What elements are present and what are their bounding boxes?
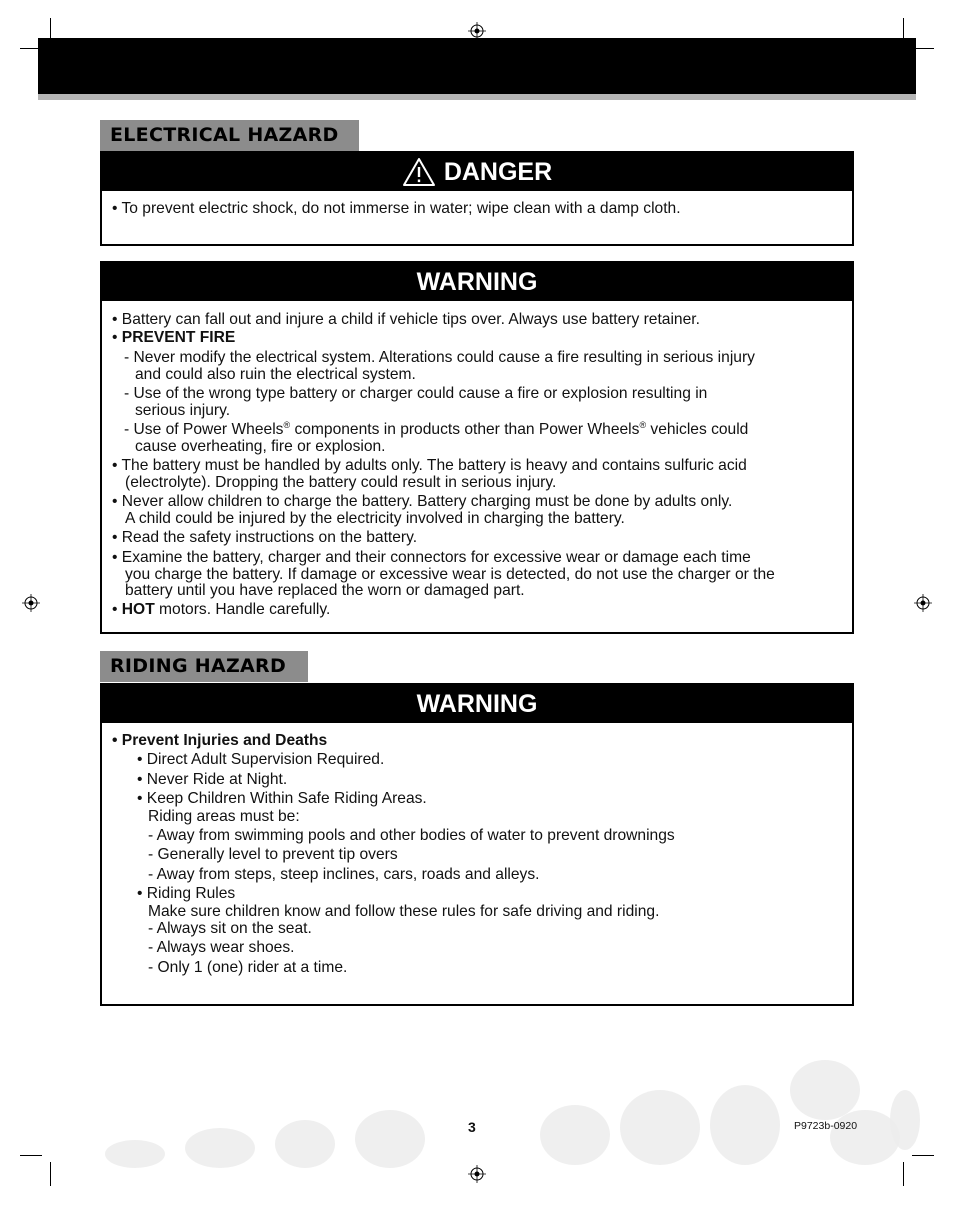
list-item: • The battery must be handled by adults only. The battery is heavy and contains sulfuric acid — [112, 457, 747, 474]
list-item: battery until you have replaced the worn or damaged part. — [125, 582, 525, 599]
registration-mark-icon — [22, 594, 40, 612]
list-item: and could also ruin the electrical system. — [135, 366, 416, 383]
electrical-warning-header — [102, 263, 852, 301]
list-item: • Never allow children to charge the battery. Battery charging must be done by adults only. — [112, 493, 733, 510]
warning-title: WARNING — [416, 268, 538, 296]
list-item: • PREVENT FIRE — [112, 329, 236, 346]
header-bar-shadow — [38, 94, 916, 100]
list-item: • Direct Adult Supervision Required. — [137, 751, 385, 769]
list-item: (electrolyte). Dropping the battery could result in serious injury. — [125, 474, 557, 491]
crop-mark — [50, 1162, 51, 1186]
list-item: - Away from swimming pools and other bodies of water to prevent drownings — [148, 827, 675, 845]
list-item: - Always wear shoes. — [148, 939, 295, 957]
electrical-hazard-tab: ELECTRICAL HAZARD — [100, 120, 359, 151]
danger-header — [102, 153, 852, 191]
crop-mark — [20, 1155, 42, 1156]
danger-title: DANGER — [443, 158, 553, 186]
warning-triangle-icon — [402, 157, 436, 187]
riding-hazard-tab: RIDING HAZARD — [100, 651, 308, 682]
list-item: • Read the safety instructions on the battery. — [112, 529, 418, 546]
list-item: • Riding Rules — [137, 885, 236, 903]
warning-title: WARNING — [416, 690, 538, 718]
list-item: - Only 1 (one) rider at a time. — [148, 958, 348, 976]
list-item: • Prevent Injuries and Deaths — [112, 732, 328, 749]
danger-text: • To prevent electric shock, do not immerse in water; wipe clean with a damp cloth. — [112, 200, 681, 217]
header-bar — [38, 38, 916, 94]
list-item: you charge the battery. If damage or excessive wear is detected, do not use the charger or the — [125, 566, 775, 583]
registration-mark-icon — [468, 1165, 486, 1183]
list-item: - Use of the wrong type battery or charger could cause a fire or explosion resulting in — [124, 385, 708, 402]
list-item: Riding areas must be: — [148, 807, 300, 825]
riding-warning-panel — [100, 683, 854, 1006]
list-item: • Keep Children Within Safe Riding Areas. — [137, 790, 427, 808]
list-item: - Generally level to prevent tip overs — [148, 846, 398, 864]
list-item: - Away from steps, steep inclines, cars, roads and alleys. — [148, 865, 540, 883]
crop-mark — [912, 1155, 934, 1156]
list-item: - Never modify the electrical system. Alterations could cause a fire resulting in serious injury — [124, 349, 755, 366]
page-number: 3 — [468, 1119, 476, 1135]
list-item: serious injury. — [135, 402, 231, 419]
list-item: Make sure children know and follow these rules for safe driving and riding. — [148, 902, 660, 920]
registration-mark-icon — [914, 594, 932, 612]
list-item: A child could be injured by the electricity involved in charging the battery. — [125, 510, 625, 527]
electrical-warning-panel — [100, 261, 854, 634]
list-item: - Use of Power Wheels® components in products other than Power Wheels® vehicles could — [124, 420, 749, 438]
list-item: - Always sit on the seat. — [148, 920, 312, 938]
list-item: • Never Ride at Night. — [137, 770, 288, 788]
list-item: • HOT motors. Handle carefully. — [112, 601, 331, 618]
list-item: cause overheating, fire or explosion. — [135, 438, 386, 455]
riding-warning-header — [102, 685, 852, 723]
list-item: • Examine the battery, charger and their connectors for excessive wear or damage each time — [112, 549, 751, 566]
danger-panel — [100, 151, 854, 246]
document-code: P9723b-0920 — [794, 1120, 858, 1132]
crop-mark — [903, 1162, 904, 1186]
list-item: • Battery can fall out and injure a child if vehicle tips over. Always use battery retainer. — [112, 311, 700, 328]
